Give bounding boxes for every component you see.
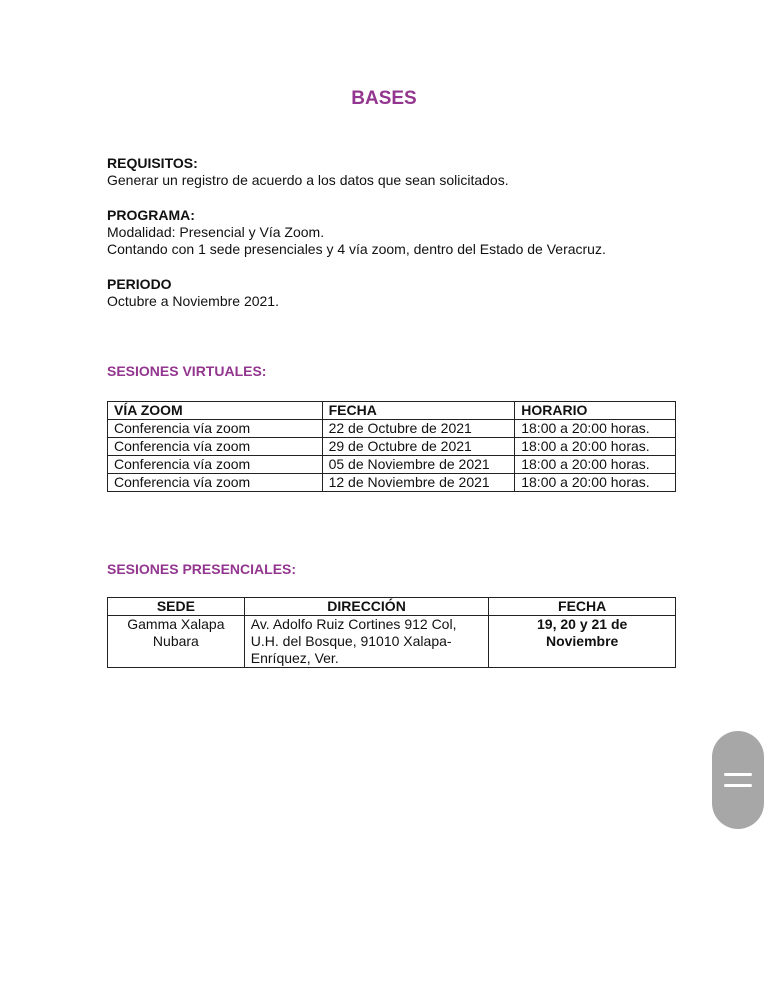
programa-heading: PROGRAMA: <box>107 207 195 223</box>
table-cell: 12 de Noviembre de 2021 <box>322 474 515 492</box>
presenciales-heading: SESIONES PRESENCIALES: <box>107 561 297 577</box>
table-cell: Conferencia vía zoom <box>108 474 323 492</box>
requisitos-text: Generar un registro de acuerdo a los datos que sean solicitados. <box>107 172 509 188</box>
fecha-line: Noviembre <box>545 633 619 649</box>
column-header: DIRECCIÓN <box>244 598 489 616</box>
virtual-sessions-table <box>107 401 676 492</box>
column-header: VÍA ZOOM <box>108 402 323 420</box>
column-header: FECHA <box>322 402 515 420</box>
table-cell: 18:00 a 20:00 horas. <box>515 438 676 456</box>
table-cell: 18:00 a 20:00 horas. <box>515 420 676 438</box>
direccion-line: Enríquez, Ver. <box>250 650 339 666</box>
column-header: FECHA <box>489 598 676 616</box>
table-cell: 29 de Octubre de 2021 <box>322 438 515 456</box>
table-cell: 22 de Octubre de 2021 <box>322 420 515 438</box>
direccion-line: U.H. del Bosque, 91010 Xalapa- <box>250 633 452 649</box>
fecha-cell <box>489 616 676 668</box>
table-header-row <box>108 402 676 420</box>
periodo-text: Octubre a Noviembre 2021. <box>107 293 279 309</box>
presencial-sessions-table <box>107 597 676 668</box>
table-cell: Conferencia vía zoom <box>108 456 323 474</box>
requisitos-heading: REQUISITOS: <box>107 155 198 171</box>
table-cell: Conferencia vía zoom <box>108 438 323 456</box>
table-row <box>108 474 676 492</box>
direccion-cell <box>244 616 489 668</box>
scroll-handle[interactable] <box>712 731 764 829</box>
table-row <box>108 456 676 474</box>
column-header: HORARIO <box>515 402 676 420</box>
column-header: SEDE <box>108 598 245 616</box>
table-row <box>108 616 676 668</box>
page-title: BASES <box>351 88 417 109</box>
requisitos-section <box>107 155 509 189</box>
table-row <box>108 438 676 456</box>
table-cell: 05 de Noviembre de 2021 <box>322 456 515 474</box>
table-header-row <box>108 598 676 616</box>
table-cell: Conferencia vía zoom <box>108 420 323 438</box>
table-row <box>108 420 676 438</box>
periodo-section <box>107 276 279 310</box>
table-cell: 18:00 a 20:00 horas. <box>515 456 676 474</box>
direccion-line: Av. Adolfo Ruiz Cortines 912 Col, <box>250 616 457 632</box>
sede-cell <box>108 616 245 668</box>
programa-section <box>107 207 606 258</box>
virtuales-heading: SESIONES VIRTUALES: <box>107 363 267 379</box>
sede-line: Nubara <box>152 633 199 649</box>
sede-line: Gamma Xalapa <box>127 616 225 632</box>
programa-line: Contando con 1 sede presenciales y 4 vía zoom, dentro del Estado de Veracruz. <box>107 241 606 257</box>
programa-line: Modalidad: Presencial y Vía Zoom. <box>107 224 325 240</box>
fecha-line: 19, 20 y 21 de <box>537 616 628 632</box>
table-cell: 18:00 a 20:00 horas. <box>515 474 676 492</box>
periodo-heading: PERIODO <box>107 276 172 292</box>
